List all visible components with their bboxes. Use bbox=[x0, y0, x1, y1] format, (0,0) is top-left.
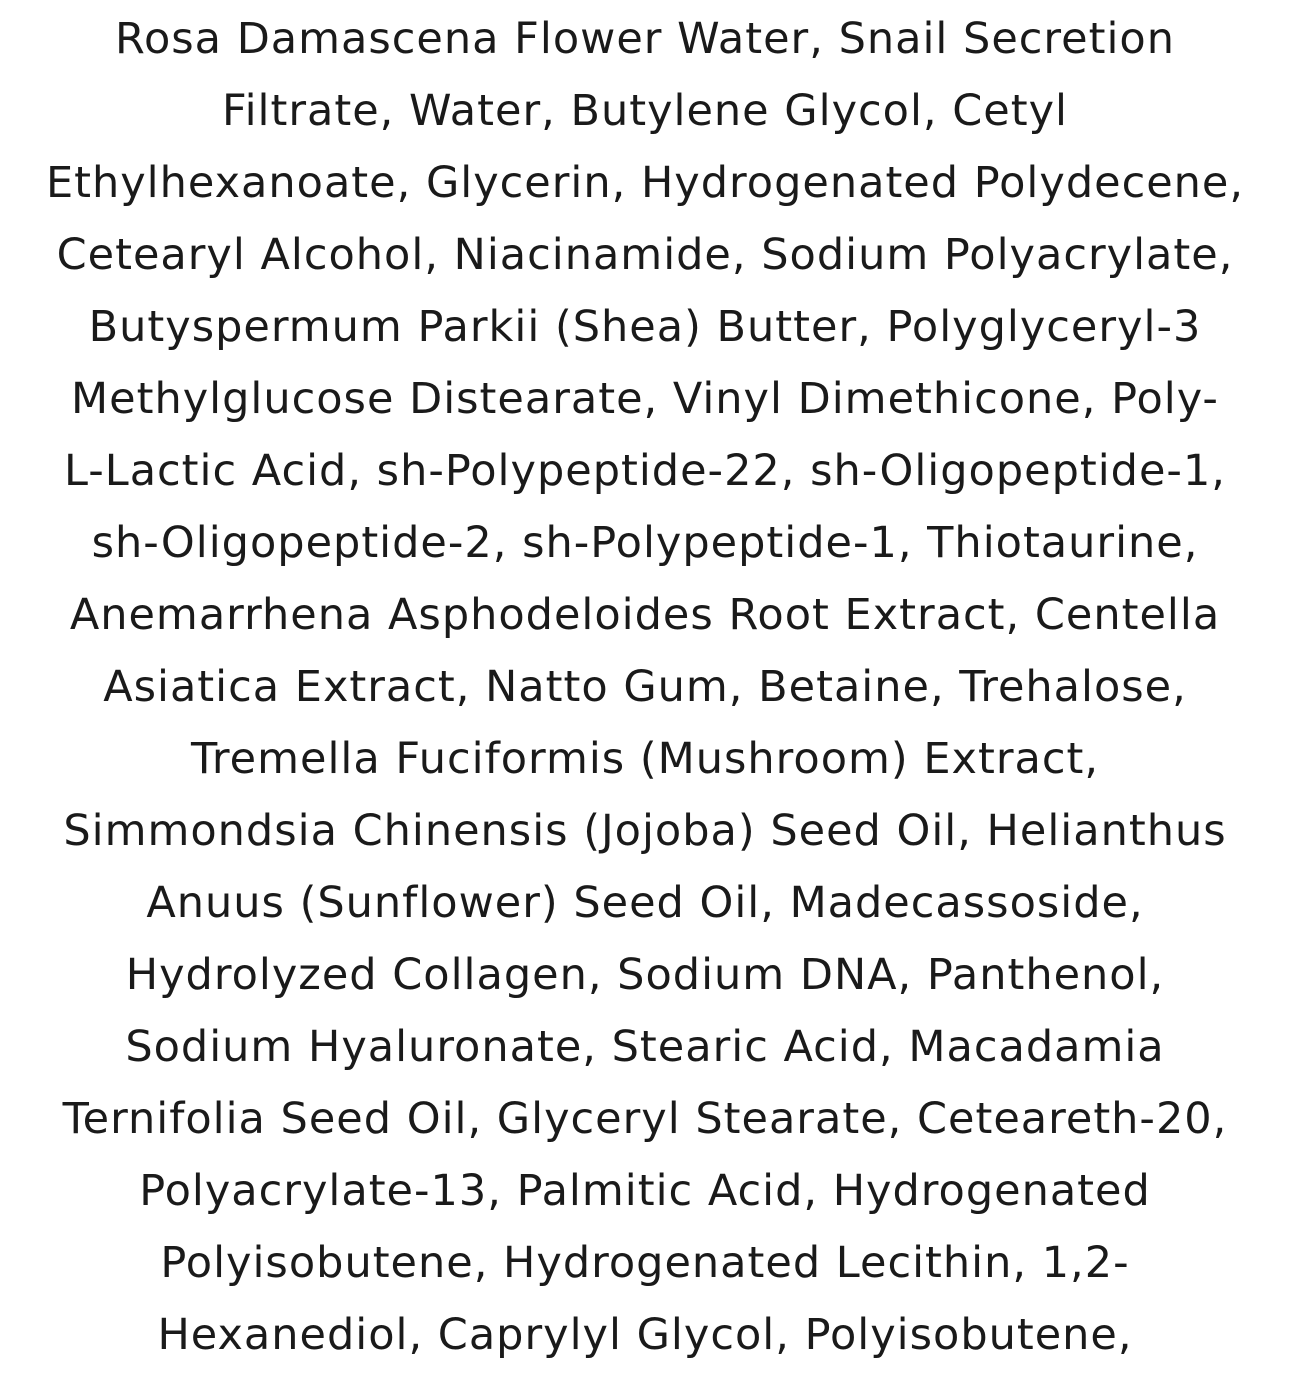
ingredients-list bbox=[0, 3, 1290, 1371]
ingredients-line: L-Lactic Acid, sh-Polypeptide-22, sh-Oligopeptide-1, bbox=[64, 446, 1226, 496]
ingredients-line: Sodium Hyaluronate, Stearic Acid, Macadamia bbox=[125, 1022, 1165, 1072]
ingredients-line: Ethylhexanoate, Glycerin, Hydrogenated Polydecene, bbox=[45, 158, 1245, 208]
ingredients-line: Methylglucose Distearate, Vinyl Dimethicone, Poly- bbox=[71, 374, 1219, 424]
ingredients-line: Hydrolyzed Collagen, Sodium DNA, Panthenol, bbox=[125, 950, 1165, 1000]
ingredients-line: Hexanediol, Caprylyl Glycol, Polyisobutene, bbox=[157, 1310, 1133, 1360]
ingredients-line: Anemarrhena Asphodeloides Root Extract, Centella bbox=[69, 590, 1221, 640]
ingredients-line: Cetearyl Alcohol, Niacinamide, Sodium Polyacrylate, bbox=[56, 230, 1234, 280]
ingredients-line: Asiatica Extract, Natto Gum, Betaine, Trehalose, bbox=[103, 662, 1187, 712]
ingredients-line: sh-Oligopeptide-2, sh-Polypeptide-1, Thiotaurine, bbox=[91, 518, 1199, 568]
ingredients-line: Polyacrylate-13, Palmitic Acid, Hydrogenated bbox=[139, 1166, 1151, 1216]
ingredients-line: Ternifolia Seed Oil, Glyceryl Stearate, Ceteareth-20, bbox=[62, 1094, 1228, 1144]
ingredients-line: Anuus (Sunflower) Seed Oil, Madecassoside, bbox=[146, 878, 1144, 928]
ingredients-line: Tremella Fuciformis (Mushroom) Extract, bbox=[190, 734, 1100, 784]
ingredients-line: Simmondsia Chinensis (Jojoba) Seed Oil, Helianthus bbox=[63, 806, 1227, 856]
ingredients-line: Filtrate, Water, Butylene Glycol, Cetyl bbox=[221, 86, 1068, 136]
ingredients-line: Butyspermum Parkii (Shea) Butter, Polyglyceryl-3 bbox=[88, 302, 1202, 352]
ingredients-line: Polyisobutene, Hydrogenated Lecithin, 1,2- bbox=[160, 1238, 1130, 1288]
ingredients-line: Rosa Damascena Flower Water, Snail Secretion bbox=[115, 14, 1175, 64]
